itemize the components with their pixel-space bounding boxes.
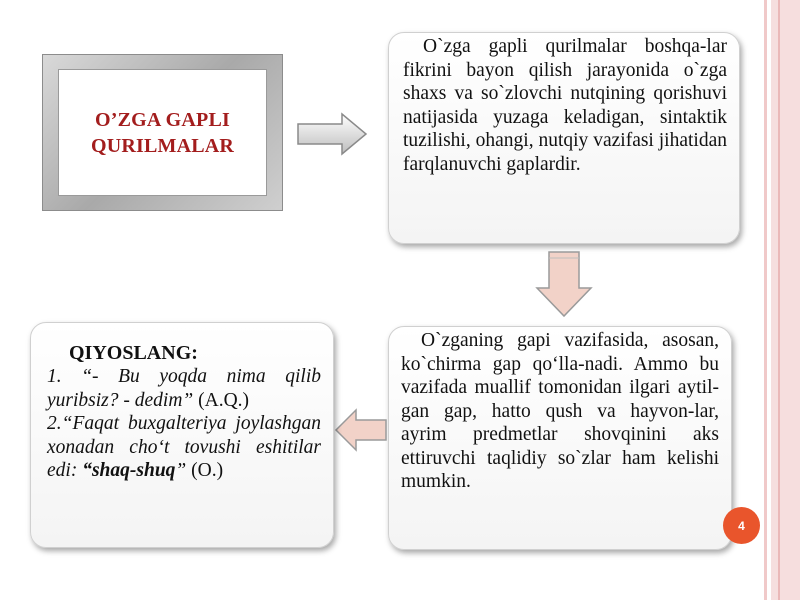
example-2-sound-word: “shaq-shuq	[82, 460, 176, 481]
example-2-source: (O.)	[191, 460, 224, 481]
example-2-quote: 2.“Faqat buxgalteriya joylashgan xonadan cho‘t tovushi eshitilar edi:	[47, 413, 321, 481]
example-1-source: (A.Q.)	[198, 389, 250, 411]
example-2-close-quote: ”	[175, 460, 187, 481]
definition-text: O`zga gapli qurilmalar boshqa-lar fikrini bayon qilish jarayonida o`zga shaxs va so`zlovchi nutqining qorishuvi natijasida yuzaga keladigan, sintaktik tuzilishi, ohangi, nutqiy vazifasi jihatidan farqlanuvchi gaplardir.	[403, 36, 727, 175]
decor-stripe-thin	[778, 0, 780, 600]
compare-example-1	[47, 365, 321, 412]
function-note-text: O`zganing gapi vazifasida, asosan, ko`chirma gap qo‘lla-nadi. Ammo bu vazifada muallif tomonidan ilgari aytil-gan gap, hatto qush va hayvon-lar, ayrim predmetlar shovqinini aks ettiruvchi taqlidiy so`zlar ham kelishi mumkin.	[401, 330, 719, 492]
page-number-badge: 4	[723, 507, 760, 544]
arrow-right-icon	[296, 112, 368, 156]
compare-heading: QIYOSLANG:	[69, 342, 198, 364]
arrow-left-icon	[334, 408, 388, 452]
slide-title: O’ZGA GAPLI QURILMALAR	[90, 108, 235, 157]
decor-stripe-wide	[771, 0, 800, 600]
decor-stripe-left	[764, 0, 767, 600]
title-inner-panel	[58, 69, 267, 196]
compare-box	[30, 322, 334, 548]
compare-example-2	[47, 412, 321, 483]
example-1-quote: 1. “- Bu yoqda nima qilib yuribsiz? - dedim”	[47, 366, 321, 411]
function-note-box	[388, 326, 732, 550]
arrow-down-icon	[535, 250, 593, 318]
definition-box	[388, 32, 740, 244]
title-frame	[43, 55, 282, 210]
